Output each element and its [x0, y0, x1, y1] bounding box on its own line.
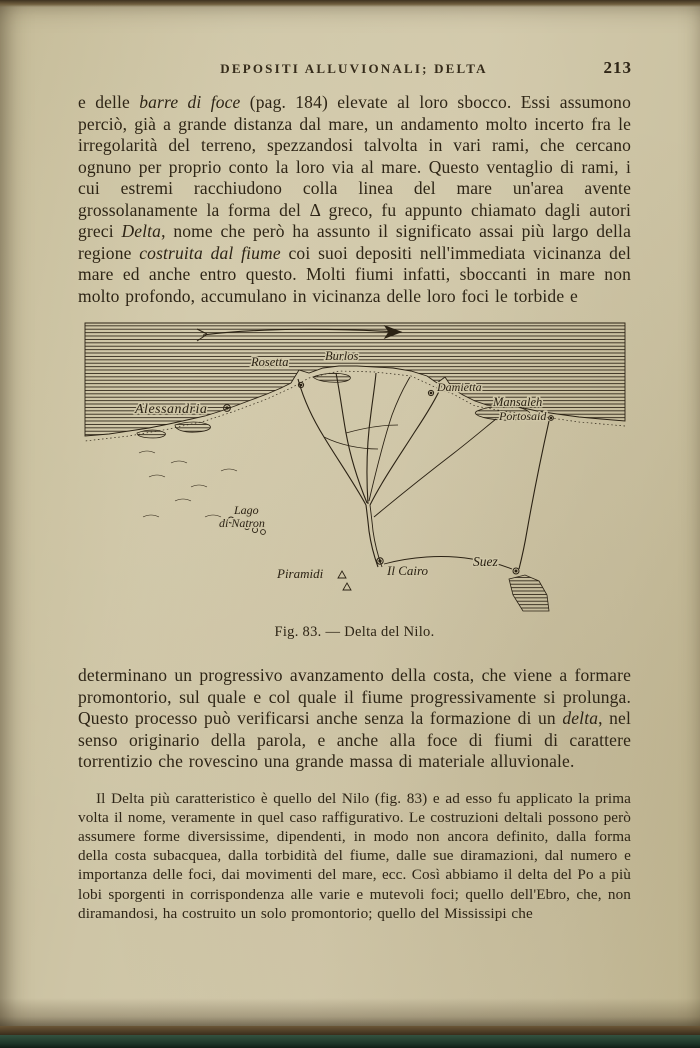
- map-label-rosetta: Rosetta: [250, 355, 288, 369]
- p1-seg-2: (pag. 184) elevate al loro sbocco. Essi assumono perciò, già a grande distanza dal mare, un andamento molto incerto fra le irregolarità del terreno, spezzandosi talvolta in vari rami, che cercano ognuno per proprio conto la loro via al mare. Questo ventaglio di rami, i cui estremi racchiudono colla linea del mare un'area avente grossolanamente la forma del Δ greco, fu appunto chiamato dagli autori greci: [78, 92, 631, 241]
- p2-seg-1: delta: [562, 708, 599, 728]
- gulf-of-suez: [509, 575, 549, 611]
- map-label-suez: Suez: [472, 554, 498, 569]
- figure-83-nile-delta: [79, 321, 631, 641]
- pyramids-symbols: [338, 571, 351, 590]
- paragraph-1: [78, 92, 631, 307]
- map-label-damietta: Damietta: [436, 380, 482, 394]
- scan-edge-top: [0, 0, 700, 7]
- map-label-piramidi: Piramidi: [276, 566, 323, 581]
- scan-edge-bottom: [0, 1026, 700, 1035]
- scan-shadow-bottom: [0, 998, 700, 1028]
- nile-delta-map: [79, 321, 631, 613]
- map-label-burlos: Burlos: [324, 349, 358, 363]
- p1-seg-3: Delta: [121, 221, 162, 241]
- suez-symbol: [513, 568, 519, 574]
- page-number: 213: [603, 58, 632, 77]
- map-label-mansaleh: Mansaleh: [492, 395, 542, 409]
- figure-caption: Fig. 83. — Delta del Nilo.: [274, 624, 435, 640]
- p1-seg-6: coi suoi depositi nell'immediata vicinanza del mare ed anche entro questo. Molti fiumi infatti, sboccanti in mare non molto profondo, accumulano in vicinanza delle loro foci le torbide e: [78, 242, 631, 306]
- paragraph-3-smalltype: Il Delta più caratteristico è quello del Nilo (fig. 83) e ad esso fu applicato la prima volta il nome, veramente in quel caso raffigurativo. Le costruzioni deltali possono però assumere forme diversissime, dipendenti, in modo non ancora definito, dalla forma della costa subacquea, dalla torbidità del fiume, dalle sue diramazioni, dal numero e importanza delle foci, dai movimenti del mare, ecc. Così abbiamo il delta del Po a più lobi sporgenti in corrispondenza alle varie e mutevoli foci; quello dell'Ebro, che, non diramandosi, ha costruito un solo promontorio; quello del Mississipi che: [78, 789, 631, 922]
- map-label-portosaid: Portosaid: [498, 409, 546, 423]
- p2-seg-0: determinano un progressivo avanzamento della costa, che viene a formare promontorio, sul quale e col quale il fiume progressivamente si prolunga. Questo processo può verificarsi anche senza la formazione di un: [78, 665, 631, 728]
- p1-seg-5: costruita dal fiume: [139, 242, 281, 263]
- cairo-symbol: [376, 558, 382, 564]
- chapter-running-title: DEPOSITI ALLUVIONALI; DELTA: [220, 61, 488, 76]
- map-label-di-natron: di Natron: [218, 516, 265, 530]
- portosaid-symbol: [548, 416, 553, 421]
- map-label-alessandria: Alessandria: [134, 402, 207, 417]
- paragraph-2: [78, 665, 631, 773]
- text-block: [78, 92, 631, 923]
- terrain-hatching: [139, 451, 237, 517]
- p1-seg-4: , nome che però ha assunto il significato assai più largo della regione: [78, 221, 631, 263]
- map-label-lago: Lago: [233, 503, 259, 517]
- p1-seg-0: e delle: [78, 92, 140, 112]
- p1-seg-1: barre di foce: [139, 92, 241, 112]
- running-head: [78, 58, 632, 81]
- damietta-symbol: [428, 390, 433, 395]
- scan-backing-strip: [0, 1035, 700, 1048]
- map-label-il-cairo: Il Cairo: [386, 563, 428, 578]
- p2-seg-2: , nel senso originario della parola, e anche alla foce di fiumi di carattere torrentizio che rovescino una grande massa di materiale alluvionale.: [78, 708, 631, 771]
